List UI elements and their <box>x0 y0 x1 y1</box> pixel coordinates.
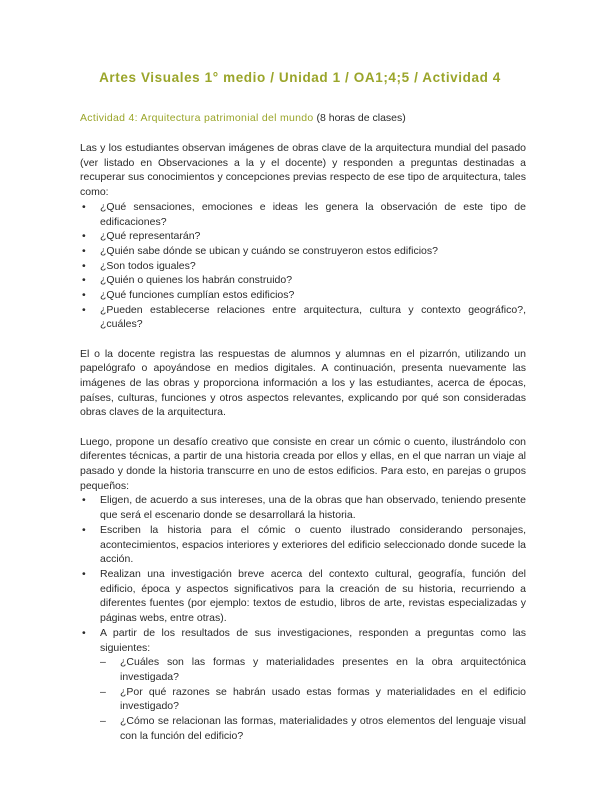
list-item: • ¿Qué representarán? <box>80 229 526 244</box>
list-item-text: A partir de los resultados de sus investigaciones, responden a preguntas como las siguientes: <box>100 626 526 654</box>
list-item <box>80 626 526 744</box>
document-body <box>80 141 526 758</box>
teacher-paragraph: El o la docente registra las respuestas de alumnos y alumnas en el pizarrón, utilizando un papelógrafo o apoyándose en medios digitales. A continuación, presenta nuevamente las imágenes de las obras y proporciona información a los y las estudiantes, acerca de épocas, países, culturas, funciones y otros aspectos relevantes, explicando por qué son consideradas obras claves de la arquitectura. <box>80 347 526 419</box>
list-item: • Eligen, de acuerdo a sus intereses, una de la obras que han observado, teniendo presente que será el escenario donde se desarrollará la historia. <box>80 493 526 522</box>
list-item: • ¿Qué funciones cumplían estos edificios? <box>80 288 526 303</box>
sub-questions-list <box>100 655 526 743</box>
list-item: • ¿Quién o quienes los habrán construido? <box>80 273 526 288</box>
intro-paragraph: Las y los estudiantes observan imágenes de obras clave de la arquitectura mundial del pasado (ver listado en Observaciones a la y el docente) y responden a preguntas destinadas a recuperar sus conocimientos y concepciones previas respecto de ese tipo de arquitectura, tales como: <box>80 142 526 199</box>
list-item: – ¿Cómo se relacionan las formas, materialidades y otros elementos del lenguaje visual con la función del edificio? <box>100 714 526 743</box>
list-item: – ¿Cuáles son las formas y materialidades presentes en la obra arquitectónica investigada? <box>100 655 526 684</box>
activity-duration: (8 horas de clases) <box>313 112 406 124</box>
activity-title <box>80 112 520 124</box>
questions-list <box>80 200 526 332</box>
list-item: • Escriben la historia para el cómic o cuento ilustrado considerando personajes, acontecimientos, espacios interiores y exteriores del edificio seleccionado donde sucede la acción. <box>80 523 526 567</box>
list-item: • Realizan una investigación breve acerca del contexto cultural, geografía, función del edificio, época y aspectos significativos para la creación de su historia, recurriendo a diferentes fuentes (por ejemplo: textos de estudio, libros de arte, revistas especializadas y páginas webs, entre otras). <box>80 567 526 626</box>
page-header: Artes Visuales 1° medio / Unidad 1 / OA1;4;5 / Actividad 4 <box>99 70 501 85</box>
list-item: • ¿Quién sabe dónde se ubican y cuándo se construyeron estos edificios? <box>80 244 526 259</box>
steps-list <box>80 493 526 743</box>
list-item: • ¿Pueden establecerse relaciones entre arquitectura, cultura y contexto geográfico?, ¿cuáles? <box>80 303 526 332</box>
list-item: • ¿Qué sensaciones, emociones e ideas les genera la observación de este tipo de edificaciones? <box>80 200 526 229</box>
list-item: • ¿Son todos iguales? <box>80 259 526 274</box>
challenge-paragraph: Luego, propone un desafío creativo que consiste en crear un cómic o cuento, ilustrándolo con diferentes técnicas, a partir de una historia creada por ellos y ellas, en el que narran un viaje al pasado y donde la historia transcurre en uno de estos edificios. Para esto, en parejas o grupos pequeños: <box>80 435 526 492</box>
list-item: – ¿Por qué razones se habrán usado estas formas y materialidades en el edificio investigado? <box>100 685 526 714</box>
activity-title-label: Actividad 4: Arquitectura patrimonial del mundo <box>80 112 314 124</box>
